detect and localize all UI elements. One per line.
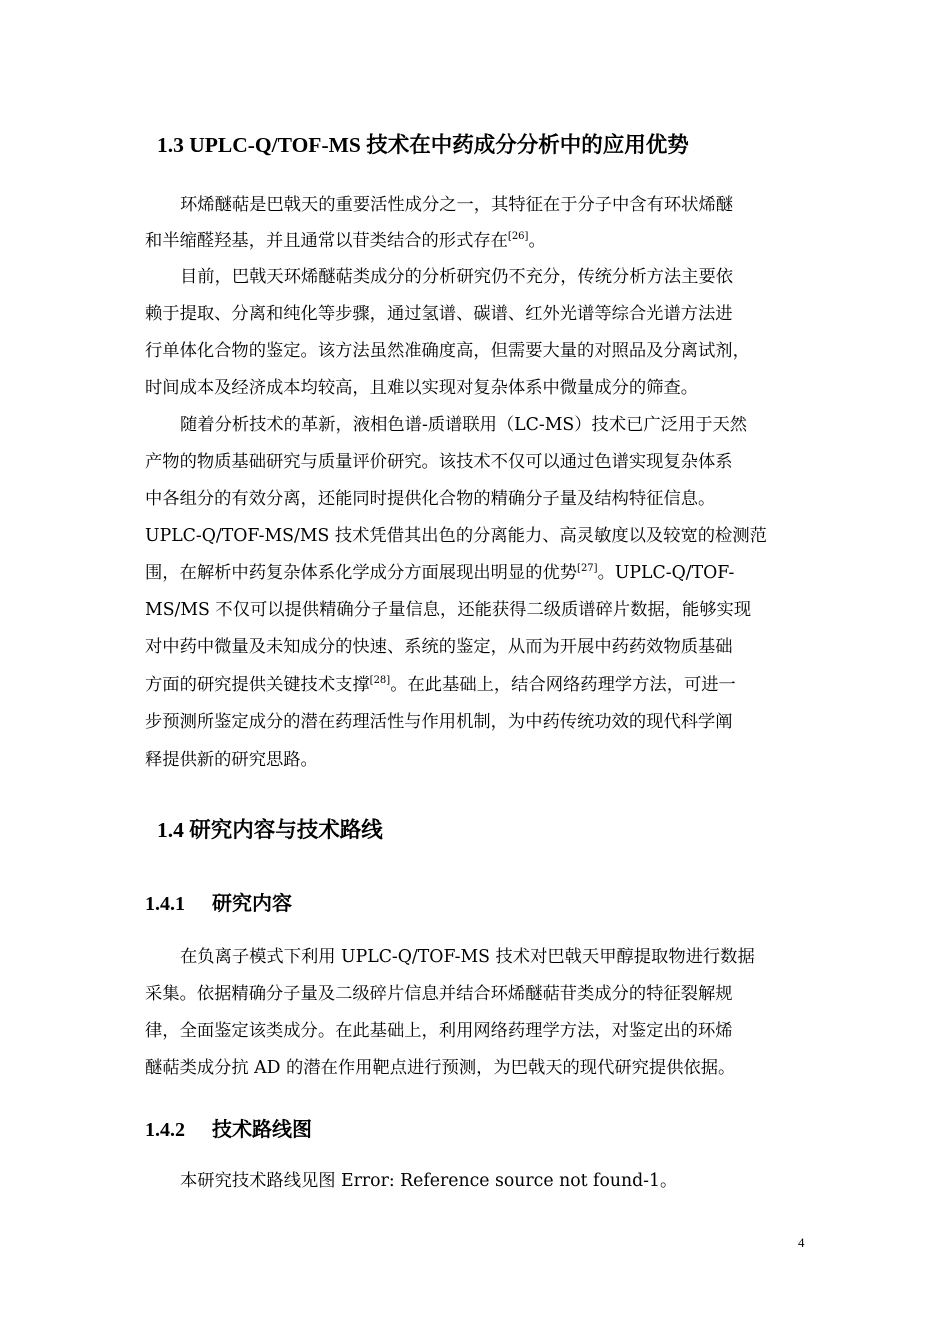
section-1-4-2-number: 1.4.2 — [145, 1119, 185, 1141]
paragraph-3-line-5-text: 围，在解析中药复杂体系化学成分方面展现出明显的优势 — [145, 563, 578, 583]
paragraph-3-line-8-end: 。在此基础上，结合网络药理学方法，可进一 — [390, 675, 736, 695]
paragraph-1-line-2-end: 。 — [528, 231, 546, 251]
paragraph-2-line-1: 目前，巴戟天环烯醚萜类成分的分析研究仍不充分，传统分析方法主要依 — [180, 267, 734, 287]
paragraph-3-line-8-text: 方面的研究提供关键技术支撑 — [145, 675, 370, 695]
section-1-4-heading: 1.4 研究内容与技术路线 — [157, 818, 383, 842]
paragraph-3-line-10: 释提供新的研究思路。 — [145, 750, 318, 770]
paragraph-2-line-2: 赖于提取、分离和纯化等步骤，通过氢谱、碳谱、红外光谱等综合光谱方法进 — [145, 304, 733, 324]
paragraph-2-line-4: 时间成本及经济成本均较高，且难以实现对复杂体系中微量成分的筛查。 — [145, 378, 699, 398]
paragraph-3-line-8 — [145, 677, 736, 694]
section-1-4-2-heading — [145, 1113, 312, 1142]
paragraph-2-line-3: 行单体化合物的鉴定。该方法虽然准确度高，但需要大量的对照品及分离试剂， — [145, 341, 750, 361]
paragraph-3-line-4: UPLC-Q/TOF-MS/MS 技术凭借其出色的分离能力、高灵敏度以及较宽的检测范 — [145, 526, 767, 546]
paragraph-3-line-6: MS/MS 不仅可以提供精确分子量信息，还能获得二级质谱碎片数据，能够实现 — [145, 600, 752, 620]
citation-28: [28] — [369, 675, 391, 686]
section-1-4-1-number: 1.4.1 — [145, 893, 185, 915]
paragraph-4-line-1: 在负离子模式下利用 UPLC-Q/TOF-MS 技术对巴戟天甲醇提取物进行数据 — [180, 947, 755, 967]
paragraph-1-line-2 — [145, 233, 546, 250]
paragraph-3-line-7: 对中药中微量及未知成分的快速、系统的鉴定，从而为开展中药药效物质基础 — [145, 637, 733, 657]
paragraph-4-line-4: 醚萜类成分抗 AD 的潜在作用靶点进行预测，为巴戟天的现代研究提供依据。 — [145, 1058, 736, 1078]
paragraph-1-line-1: 环烯醚萜是巴戟天的重要活性成分之一，其特征在于分子中含有环状烯醚 — [180, 195, 734, 215]
citation-27: [27] — [577, 563, 598, 574]
paragraph-3-line-9: 步预测所鉴定成分的潜在药理活性与作用机制，为中药传统功效的现代科学阐 — [145, 712, 733, 732]
section-1-4-1-title: 研究内容 — [212, 893, 292, 915]
paragraph-4-line-3: 律，全面鉴定该类成分。在此基础上，利用网络药理学方法，对鉴定出的环烯 — [145, 1021, 733, 1041]
paragraph-3-line-2: 产物的物质基础研究与质量评价研究。该技术不仅可以通过色谱实现复杂体系 — [145, 452, 733, 472]
paragraph-1-line-2-text: 和半缩醛羟基，并且通常以苷类结合的形式存在 — [145, 231, 508, 251]
section-1-3-heading: 1.3 UPLC-Q/TOF-MS 技术在中药成分分析中的应用优势 — [157, 133, 689, 157]
citation-26: [26] — [507, 231, 529, 242]
paragraph-3-line-3: 中各组分的有效分离，还能同时提供化合物的精确分子量及结构特征信息。 — [145, 489, 716, 509]
section-1-4-1-heading — [145, 887, 292, 916]
paragraph-3-line-5-end: 。UPLC-Q/TOF- — [597, 563, 735, 583]
paragraph-3-line-1: 随着分析技术的革新，液相色谱-质谱联用（LC-MS）技术已广泛用于天然 — [180, 415, 748, 435]
paragraph-4-line-2: 采集。依据精确分子量及二级碎片信息并结合环烯醚萜苷类成分的特征裂解规 — [145, 984, 733, 1004]
paragraph-3-line-5 — [145, 565, 734, 582]
page-number: 4 — [798, 1235, 805, 1250]
section-1-4-2-title: 技术路线图 — [212, 1119, 312, 1141]
paragraph-5-line-1: 本研究技术路线见图 Error: Reference source not found-1。 — [180, 1171, 678, 1191]
